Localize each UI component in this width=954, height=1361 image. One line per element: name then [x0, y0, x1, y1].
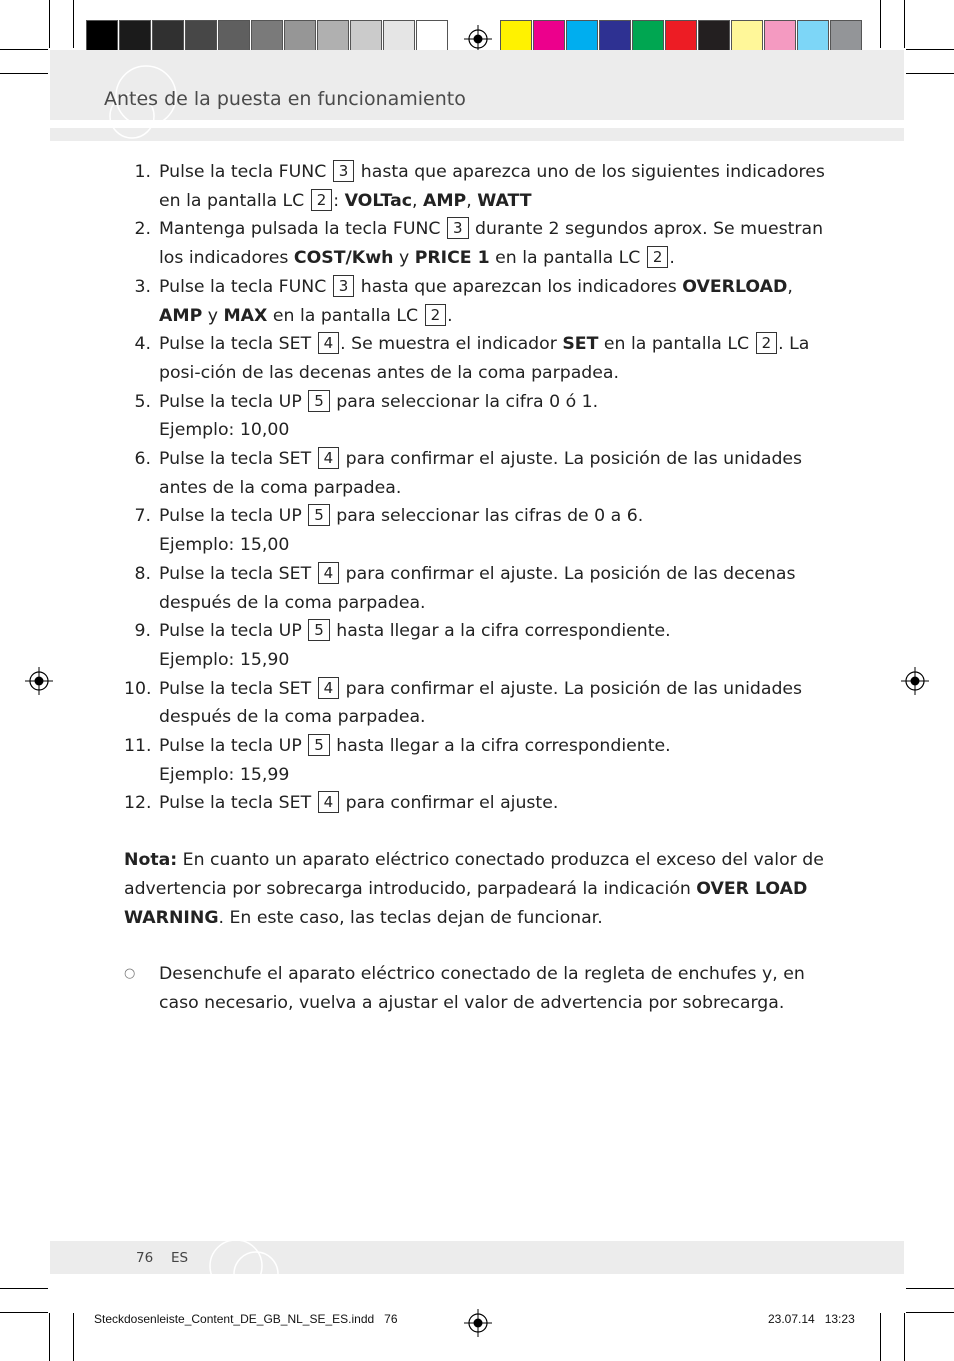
key-reference: 2: [647, 246, 669, 268]
example-text: Ejemplo: 15,99: [159, 764, 290, 785]
example-text: Ejemplo: 15,00: [159, 535, 290, 556]
list-item: [124, 560, 834, 617]
indicator-label: SET: [562, 334, 599, 355]
crop-mark: [0, 1312, 48, 1313]
note-warning: OVER LOAD WARNING: [124, 878, 808, 928]
list-item: [124, 330, 834, 387]
language-code: ES: [171, 1250, 189, 1266]
crop-mark: [906, 73, 954, 74]
page-number: 76: [136, 1250, 154, 1266]
note-text: En cuanto un aparato eléctrico conectado produzca el exceso del valor de advertencia por sobrecarga introducido, parpadeará la indicación: [124, 850, 824, 899]
slug-filename: Steckdosenleiste_Content_DE_GB_NL_SE_ES.indd 76: [94, 1312, 398, 1326]
color-swatch: [284, 20, 316, 52]
color-swatch: [533, 20, 565, 52]
key-reference: 3: [333, 275, 355, 297]
step-text: Pulse la tecla SET: [159, 449, 317, 470]
process-color-bar: [500, 20, 863, 54]
note-paragraph: [124, 846, 834, 932]
step-text: Pulse la tecla SET: [159, 334, 317, 355]
step-text: y: [202, 305, 224, 326]
color-swatch: [665, 20, 697, 52]
key-reference: 4: [318, 332, 340, 354]
key-reference: 3: [333, 160, 355, 182]
color-swatch: [185, 20, 217, 52]
crop-mark: [73, 1313, 74, 1361]
key-reference: 4: [318, 562, 340, 584]
crop-mark: [906, 1312, 954, 1313]
crop-mark: [880, 1313, 881, 1361]
step-text: ,: [466, 190, 478, 211]
page-title: Antes de la puesta en funcionamiento: [104, 88, 466, 110]
list-number: 11.: [124, 736, 152, 757]
registration-mark-icon: [25, 667, 53, 695]
color-swatch: [152, 20, 184, 52]
step-text: para seleccionar la cifra 0 ó 1.: [330, 391, 599, 412]
step-text: . Se muestra el indicador: [340, 334, 563, 355]
step-text: Pulse la tecla SET: [159, 678, 317, 699]
key-reference: 4: [318, 447, 340, 469]
indicator-label: VOLTac: [344, 190, 412, 211]
step-text: .: [669, 248, 675, 269]
slug-date: 23.07.14 13:23: [768, 1312, 855, 1326]
step-text: y: [393, 248, 415, 269]
note-text: . En este caso, las teclas dejan de funcionar.: [218, 907, 603, 928]
step-text: . La posi-ción de las decenas antes de la coma parpadea.: [159, 334, 810, 383]
color-swatch: [218, 20, 250, 52]
color-swatch: [500, 20, 532, 52]
step-text: para confirmar el ajuste.: [340, 793, 559, 814]
key-reference: 2: [311, 189, 333, 211]
step-text: Pulse la tecla SET: [159, 793, 317, 814]
color-swatch: [599, 20, 631, 52]
list-item: [124, 502, 834, 559]
list-number: 8.: [134, 563, 151, 584]
step-text: para seleccionar las cifras de 0 a 6.: [330, 506, 644, 527]
step-text: Pulse la tecla UP: [159, 391, 308, 412]
crop-mark: [906, 1288, 954, 1289]
key-reference: 5: [308, 734, 330, 756]
crop-mark: [906, 49, 954, 50]
bullet-item: [124, 960, 834, 1017]
step-text: :: [333, 190, 345, 211]
bullet-circle-icon: ○: [124, 966, 136, 982]
list-item: [124, 617, 834, 674]
list-number: 3.: [134, 276, 151, 297]
list-number: 1.: [134, 162, 151, 182]
color-swatch: [830, 20, 862, 52]
example-text: Ejemplo: 15,90: [159, 649, 290, 670]
color-swatch: [317, 20, 349, 52]
color-swatch: [566, 20, 598, 52]
step-text: Pulse la tecla UP: [159, 621, 308, 642]
color-swatch: [698, 20, 730, 52]
list-item: [124, 388, 834, 445]
list-item: [124, 789, 834, 818]
crop-mark: [49, 1313, 50, 1361]
step-text: en la pantalla LC: [489, 248, 646, 269]
indicator-label: OVERLOAD: [682, 276, 788, 297]
indicator-label: COST/Kwh: [293, 248, 394, 269]
indicator-label: AMP: [159, 305, 203, 326]
crop-mark: [0, 1288, 48, 1289]
list-number: 6.: [134, 449, 151, 470]
step-text: Pulse la tecla UP: [159, 506, 308, 527]
color-swatch: [251, 20, 283, 52]
step-text: Pulse la tecla FUNC: [159, 162, 332, 182]
color-swatch: [119, 20, 151, 52]
step-text: para confirmar el ajuste. La posición de las unidades antes de la coma parpadea.: [159, 449, 803, 498]
crop-mark: [0, 49, 48, 50]
list-item: [124, 732, 834, 789]
crop-mark: [0, 73, 48, 74]
step-text: hasta llegar a la cifra correspondiente.: [330, 736, 671, 757]
bullet-text: Desenchufe el aparato eléctrico conectado de la regleta de enchufes y, en caso necesario, vuelva a ajustar el valor de advertencia por sobrecarga.: [159, 964, 805, 1013]
list-number: 9.: [134, 621, 151, 642]
registration-mark-icon: [464, 1309, 492, 1337]
key-reference: 2: [425, 304, 447, 326]
list-number: 2.: [134, 219, 151, 240]
list-number: 12.: [124, 793, 152, 814]
key-reference: 3: [447, 217, 469, 239]
step-text: Pulse la tecla SET: [159, 563, 317, 584]
key-reference: 2: [756, 332, 778, 354]
step-text: Pulse la tecla UP: [159, 736, 308, 757]
color-swatch: [416, 20, 448, 52]
crop-mark: [904, 0, 905, 48]
decorative-circles-icon: [196, 1226, 296, 1276]
color-swatch: [632, 20, 664, 52]
step-text: en la pantalla LC: [267, 305, 424, 326]
gray-color-bar: [86, 20, 449, 54]
step-text: ,: [411, 190, 423, 211]
indicator-label: WATT: [477, 190, 532, 211]
crop-mark: [904, 1313, 905, 1361]
note-label: Nota:: [124, 850, 178, 871]
list-number: 7.: [134, 506, 151, 527]
color-swatch: [731, 20, 763, 52]
list-item: [124, 273, 834, 330]
list-item: [124, 445, 834, 502]
list-item: [124, 215, 834, 272]
content: [124, 158, 834, 1018]
registration-mark-icon: [464, 25, 492, 53]
crop-mark: [880, 0, 881, 48]
step-text: Pulse la tecla FUNC: [159, 276, 332, 297]
color-swatch: [797, 20, 829, 52]
list-number: 10.: [124, 678, 152, 699]
step-text: hasta que aparezca uno de los siguientes indicadores en la pantalla LC: [159, 162, 825, 211]
crop-mark: [73, 0, 74, 48]
registration-mark-icon: [901, 667, 929, 695]
step-text: para confirmar el ajuste. La posición de las decenas después de la coma parpadea.: [159, 563, 796, 613]
indicator-label: AMP: [422, 190, 467, 211]
example-text: Ejemplo: 10,00: [159, 420, 290, 441]
step-text: hasta que aparezcan los indicadores: [355, 276, 683, 297]
list-number: 5.: [134, 391, 151, 412]
step-text: durante 2 segundos aprox. Se muestran los indicadores: [159, 219, 824, 269]
step-text: Mantenga pulsada la tecla FUNC: [159, 219, 446, 240]
crop-mark: [49, 0, 50, 48]
list-number: 4.: [134, 334, 151, 355]
key-reference: 5: [308, 619, 330, 641]
steps-list: [124, 158, 834, 818]
step-text: en la pantalla LC: [598, 334, 755, 355]
key-reference: 5: [308, 390, 330, 412]
color-swatch: [86, 20, 118, 52]
key-reference: 5: [308, 504, 330, 526]
indicator-label: MAX: [223, 305, 268, 326]
indicator-label: PRICE 1: [414, 248, 490, 269]
step-text: para confirmar el ajuste. La posición de las unidades después de la coma parpadea.: [159, 678, 803, 728]
color-swatch: [383, 20, 415, 52]
step-text: .: [447, 305, 453, 326]
step-text: ,: [787, 276, 793, 297]
color-swatch: [350, 20, 382, 52]
key-reference: 4: [318, 677, 340, 699]
list-item: [124, 675, 834, 732]
key-reference: 4: [318, 791, 340, 813]
step-text: hasta llegar a la cifra correspondiente.: [330, 621, 671, 642]
color-swatch: [764, 20, 796, 52]
list-item: [124, 158, 834, 215]
